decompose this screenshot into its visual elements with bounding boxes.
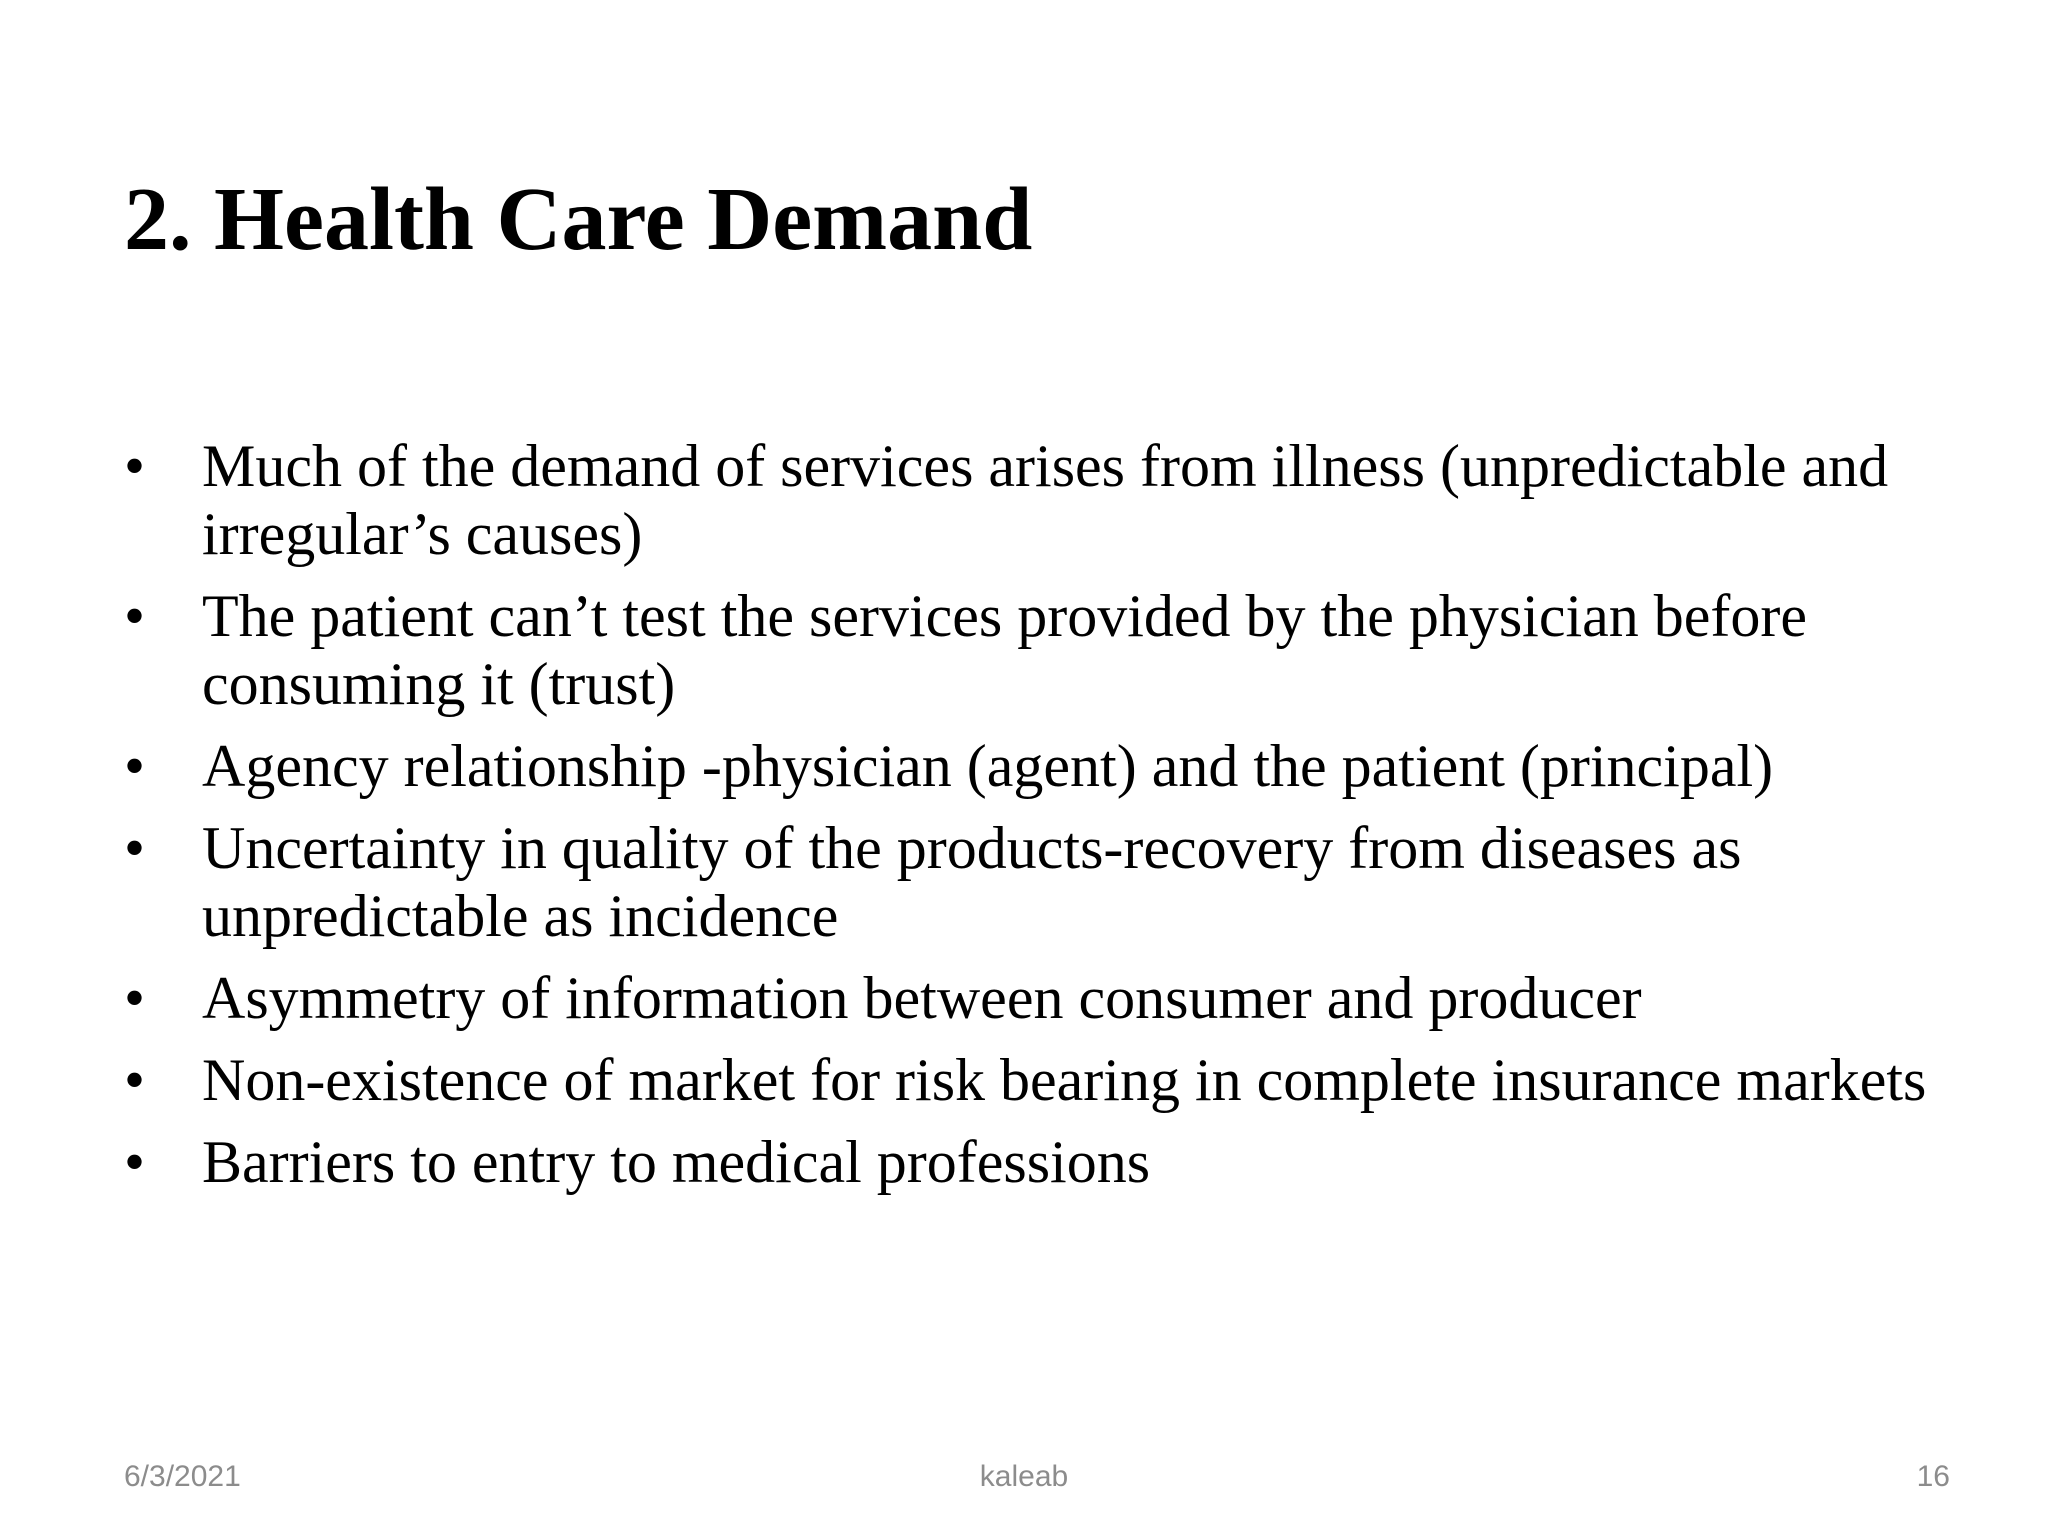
footer-date: 6/3/2021 [124, 1460, 241, 1493]
bullet-item: • Barriers to entry to medical professions [124, 1128, 1984, 1196]
bullet-item: • Much of the demand of services arises from illness (unpredictable and irregular’s causes) [124, 432, 1984, 568]
bullet-item: • Agency relationship -physician (agent) and the patient (principal) [124, 732, 1984, 800]
bullet-item: • Asymmetry of information between consumer and producer [124, 964, 1984, 1032]
slide-title: 2. Health Care Demand [124, 170, 1033, 269]
footer-page-number: 16 [1916, 1460, 1950, 1493]
bullet-item: • Uncertainty in quality of the products-recovery from diseases as unpredictable as incidence [124, 814, 1984, 950]
bullet-item: • Non-existence of market for risk bearing in complete insurance markets [124, 1046, 1984, 1114]
bullet-item: • The patient can’t test the services provided by the physician before consuming it (trust) [124, 582, 1984, 718]
bullet-list [124, 432, 1984, 1210]
footer-author: kaleab [979, 1460, 1069, 1493]
